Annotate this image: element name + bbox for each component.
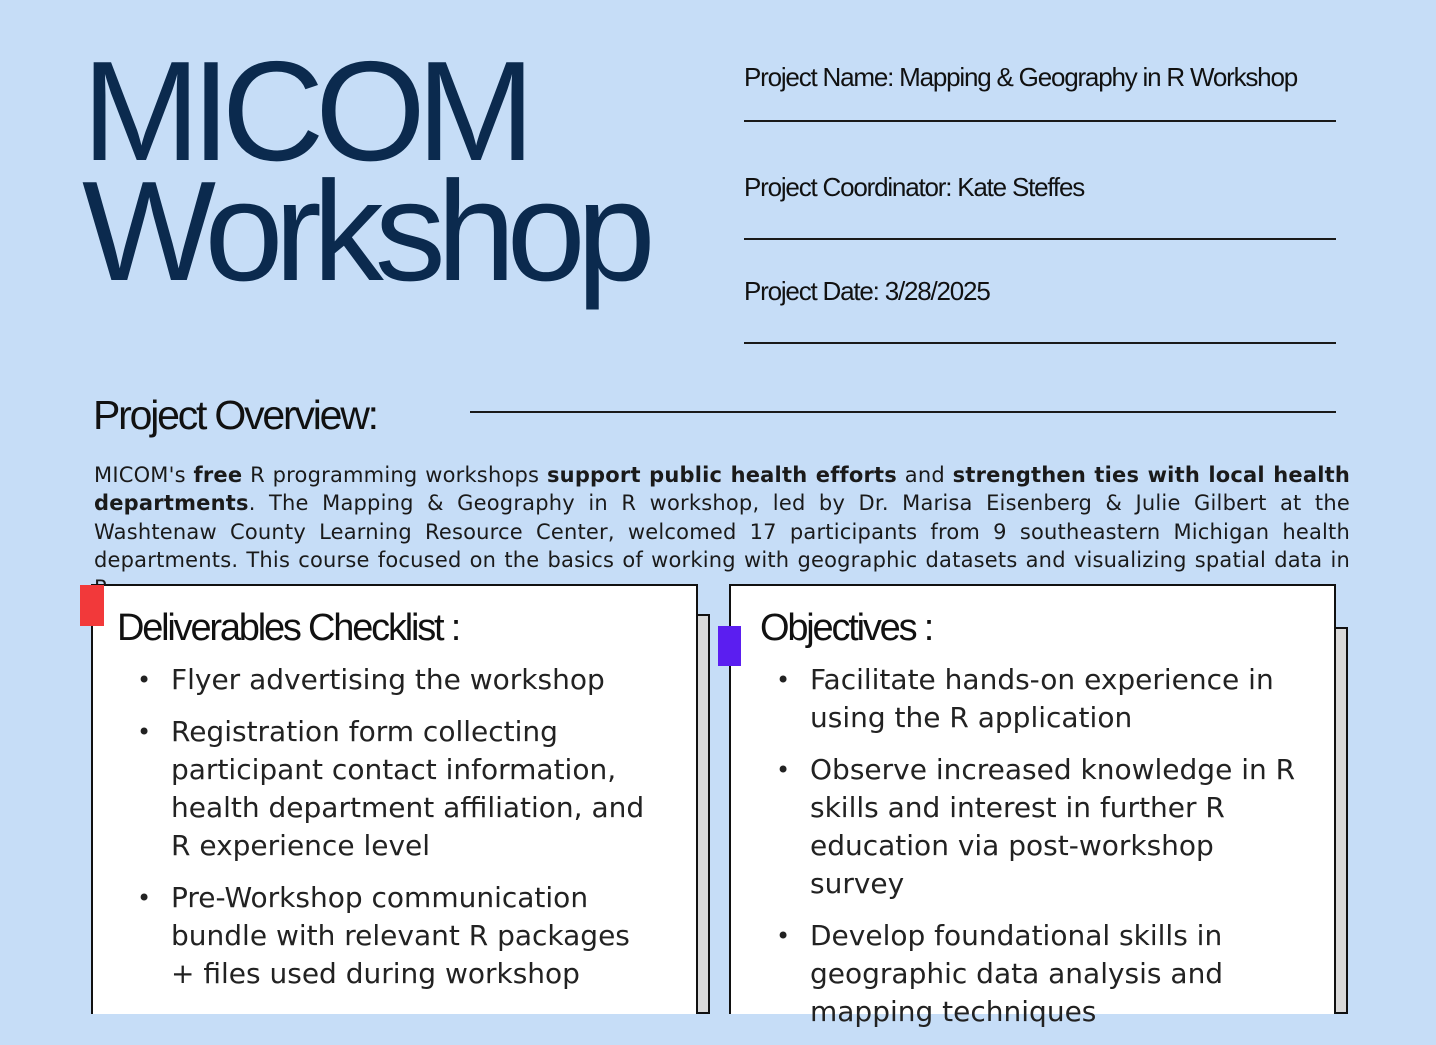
deliverable-text: Registration form collecting participant contact information, health department affiliation, and R experience level [171, 715, 645, 862]
objective-text: Facilitate hands-on experience in using the R application [810, 663, 1274, 734]
project-date: Project Date: 3/28/2025 [744, 276, 990, 306]
objectives-tab-marker [718, 626, 741, 666]
deliverable-text: Pre-Workshop communication bundle with relevant R packages + files used during workshop [171, 881, 630, 990]
bullet-icon: • [776, 756, 791, 784]
project-coordinator-rule [744, 238, 1336, 240]
overview-text-3: and [897, 463, 953, 487]
deliverables-list [137, 661, 661, 1007]
objective-text: Develop foundational skills in geographic data analysis and mapping techniques [810, 919, 1224, 1028]
list-item [137, 713, 661, 865]
bullet-icon: • [137, 884, 152, 912]
overview-bold-free: free [193, 463, 243, 487]
overview-paragraph [94, 461, 1350, 602]
list-item [137, 661, 661, 699]
overview-rule [470, 411, 1336, 413]
objectives-list [776, 661, 1310, 1045]
overview-heading: Project Overview: [93, 392, 377, 438]
overview-bold-strengthen: strengthen ties with local health departments [94, 463, 1350, 516]
overview-text-4: . The Mapping & Geography in R workshop, led by Dr. Marisa Eisenberg & Julie Gilbert at the Washtenaw County Learning Resource Center, welcomed 17 participants from 9 southeastern Michigan health departments. This course focused on the basics of working with geographic datasets and visualizing spatial data in [94, 491, 1350, 572]
overview-text-1: MICOM's [94, 463, 194, 487]
title-line-2: Workshop [82, 152, 647, 311]
project-name-rule [744, 120, 1336, 122]
bullet-icon: • [137, 718, 152, 746]
deliverables-tab-marker [80, 585, 104, 626]
document-title [82, 32, 647, 311]
overview-bold-support: support public health efforts [546, 463, 897, 487]
list-item [776, 751, 1310, 903]
objective-text: Observe increased knowledge in R skills and interest in further R education via post-workshop survey [810, 753, 1296, 900]
project-coordinator: Project Coordinator: Kate Steffes [744, 172, 1085, 202]
bullet-icon: • [776, 922, 791, 950]
project-date-rule [744, 342, 1336, 344]
list-item [137, 879, 661, 993]
objectives-title: Objectives : [760, 607, 933, 649]
overview-text-2: R programming workshops [242, 463, 547, 487]
project-name: Project Name: Mapping & Geography in R Workshop [744, 62, 1297, 92]
deliverables-title: Deliverables Checklist : [117, 607, 460, 649]
list-item [776, 917, 1310, 1031]
title-line-1: MICOM [82, 32, 527, 191]
list-item [776, 661, 1310, 737]
deliverable-text: Flyer advertising the workshop [171, 663, 605, 696]
bullet-icon: • [137, 666, 152, 694]
bullet-icon: • [776, 666, 791, 694]
